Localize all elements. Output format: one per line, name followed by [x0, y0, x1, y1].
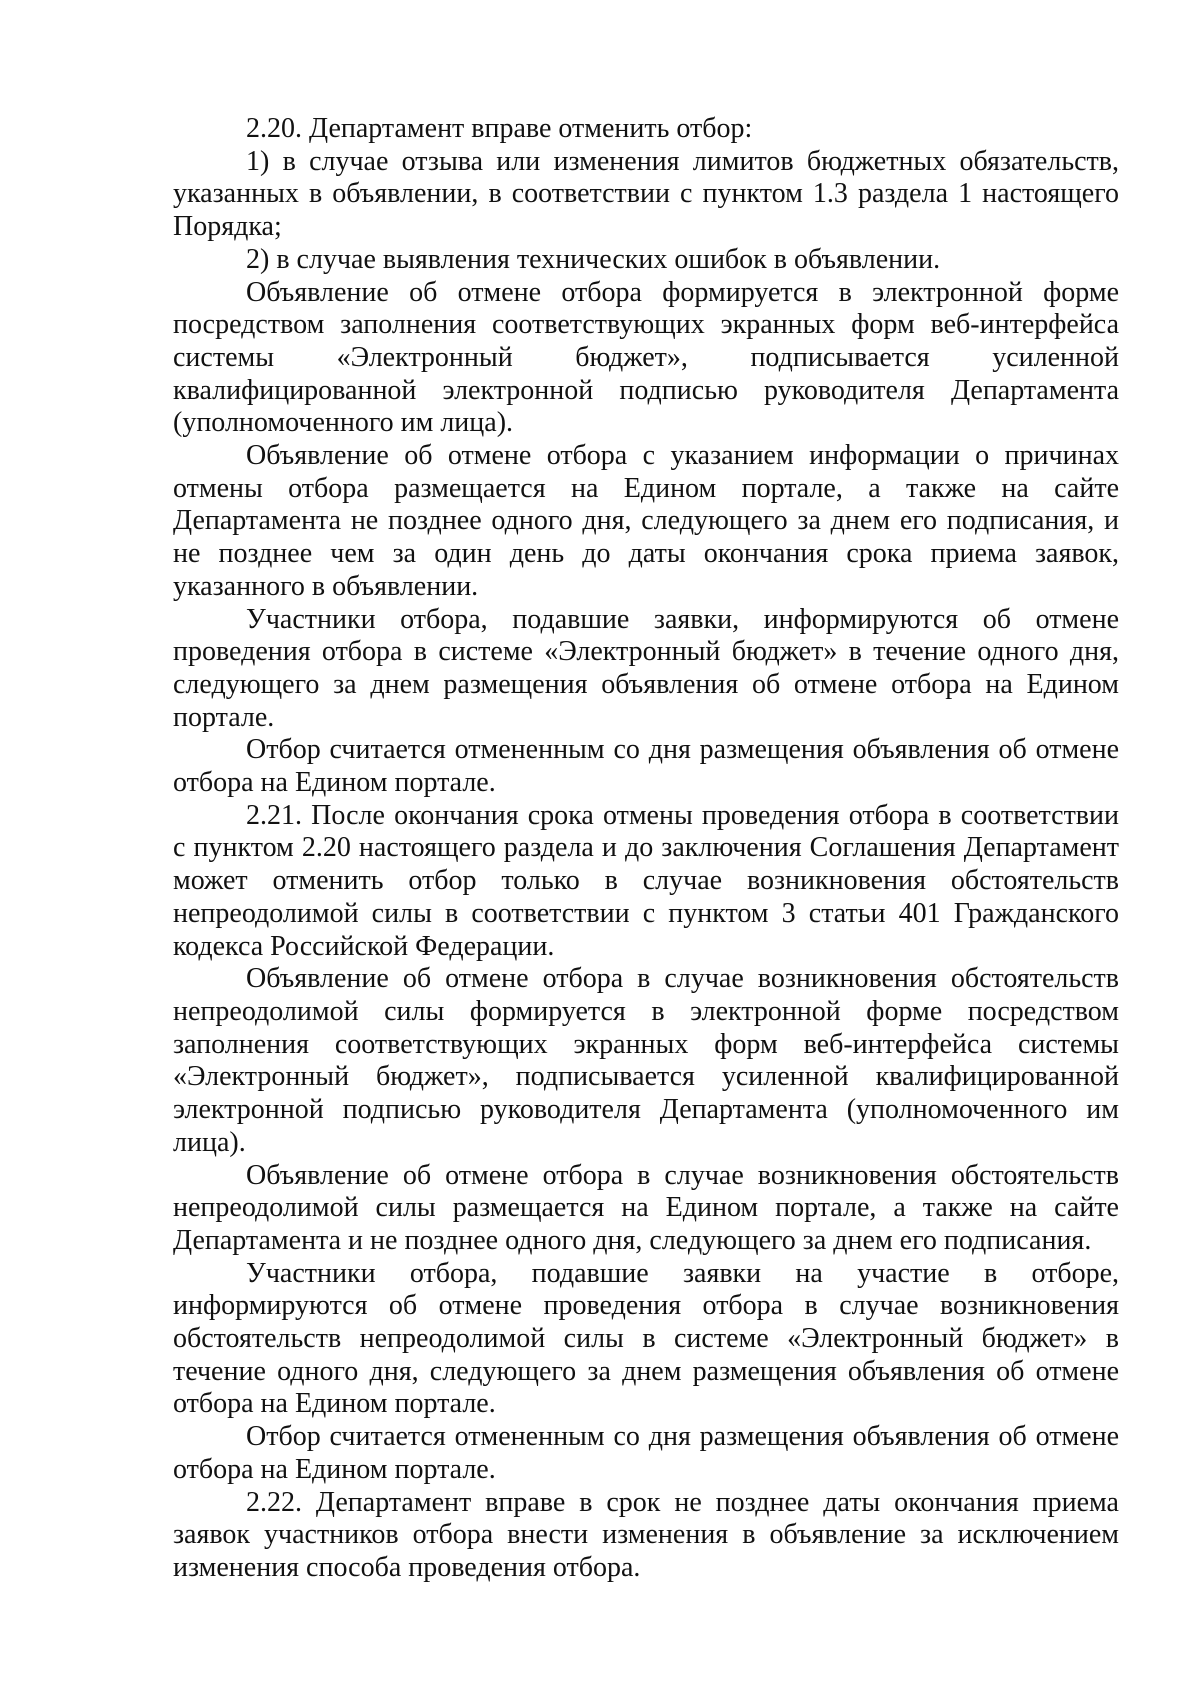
paragraph-participants-informed: Участники отбора, подавшие заявки, информируются об отмене проведения отбора в системе «Электронный бюджет» в течение одного дня, следующего за днем размещения объявления об отмене отбора на Едином портале.: [173, 603, 1119, 733]
document-body: [173, 113, 1119, 1585]
paragraph-2-20-heading: 2.20. Департамент вправе отменить отбор:: [246, 113, 753, 144]
paragraph-force-majeure-notice-publication: Объявление об отмене отбора в случае возникновения обстоятельств непреодолимой силы размещается на Едином портале, а также на сайте Департамента и не позднее одного дня, следующего за днем его подписания.: [173, 1159, 1119, 1256]
paragraph-selection-cancelled: Отбор считается отмененным со дня размещения объявления об отмене отбора на Едином портале.: [173, 734, 1119, 799]
paragraph-cancellation-notice-form: Объявление об отмене отбора формируется в электронной форме посредством заполнения соответствующих экранных форм веб-интерфейса системы «Электронный бюджет», подписывается усиленной квалифицированной электронной подписью руководителя Департамента (уполномоченного им лица).: [173, 276, 1119, 439]
paragraph-force-majeure-selection-cancelled: Отбор считается отмененным со дня размещения объявления об отмене отбора на Едином портале.: [173, 1421, 1119, 1485]
paragraph-2-21: 2.21. После окончания срока отмены проведения отбора в соответствии с пунктом 2.20 настоящего раздела и до заключения Соглашения Департамент может отменить отбор только в случае возникновения обстоятельств непреодолимой силы в соответствии с пунктом 3 статьи 401 Гражданского кодекса Российской Федерации.: [173, 799, 1119, 962]
paragraph-cancellation-notice-publication: Объявление об отмене отбора с указанием информации о причинах отмены отбора размещается на Едином портале, а также на сайте Департамента не позднее одного дня, следующего за днем его подписания, и не позднее чем за один день до даты окончания срока приема заявок, указанного в объявлении.: [173, 440, 1119, 602]
paragraph-2-20-item-2: 2) в случае выявления технических ошибок в объявлении.: [246, 243, 941, 275]
paragraph-2-20-item-1: 1) в случае отзыва или изменения лимитов бюджетных обязательств, указанных в объявлении, в соответствии с пунктом 1.3 раздела 1 настоящего Порядка;: [173, 145, 1119, 243]
paragraph-force-majeure-notice-form: Объявление об отмене отбора в случае возникновения обстоятельств непреодолимой силы формируется в электронной форме посредством заполнения соответствующих экранных форм веб-интерфейса системы «Электронный бюджет», подписывается усиленной квалифицированной электронной подписью руководителя Департамента (уполномоченного им лица).: [173, 963, 1119, 1158]
paragraph-force-majeure-participants-informed: Участники отбора, подавшие заявки на участие в отборе, информируются об отмене проведения отбора в случае возникновения обстоятельств непреодолимой силы в системе «Электронный бюджет» в течение одного дня, следующего за днем размещения объявления об отмене отбора на Едином портале.: [173, 1257, 1119, 1420]
paragraph-2-22: 2.22. Департамент вправе в срок не позднее даты окончания приема заявок участников отбора внести изменения в объявление за исключением изменения способа проведения отбора.: [173, 1486, 1119, 1583]
